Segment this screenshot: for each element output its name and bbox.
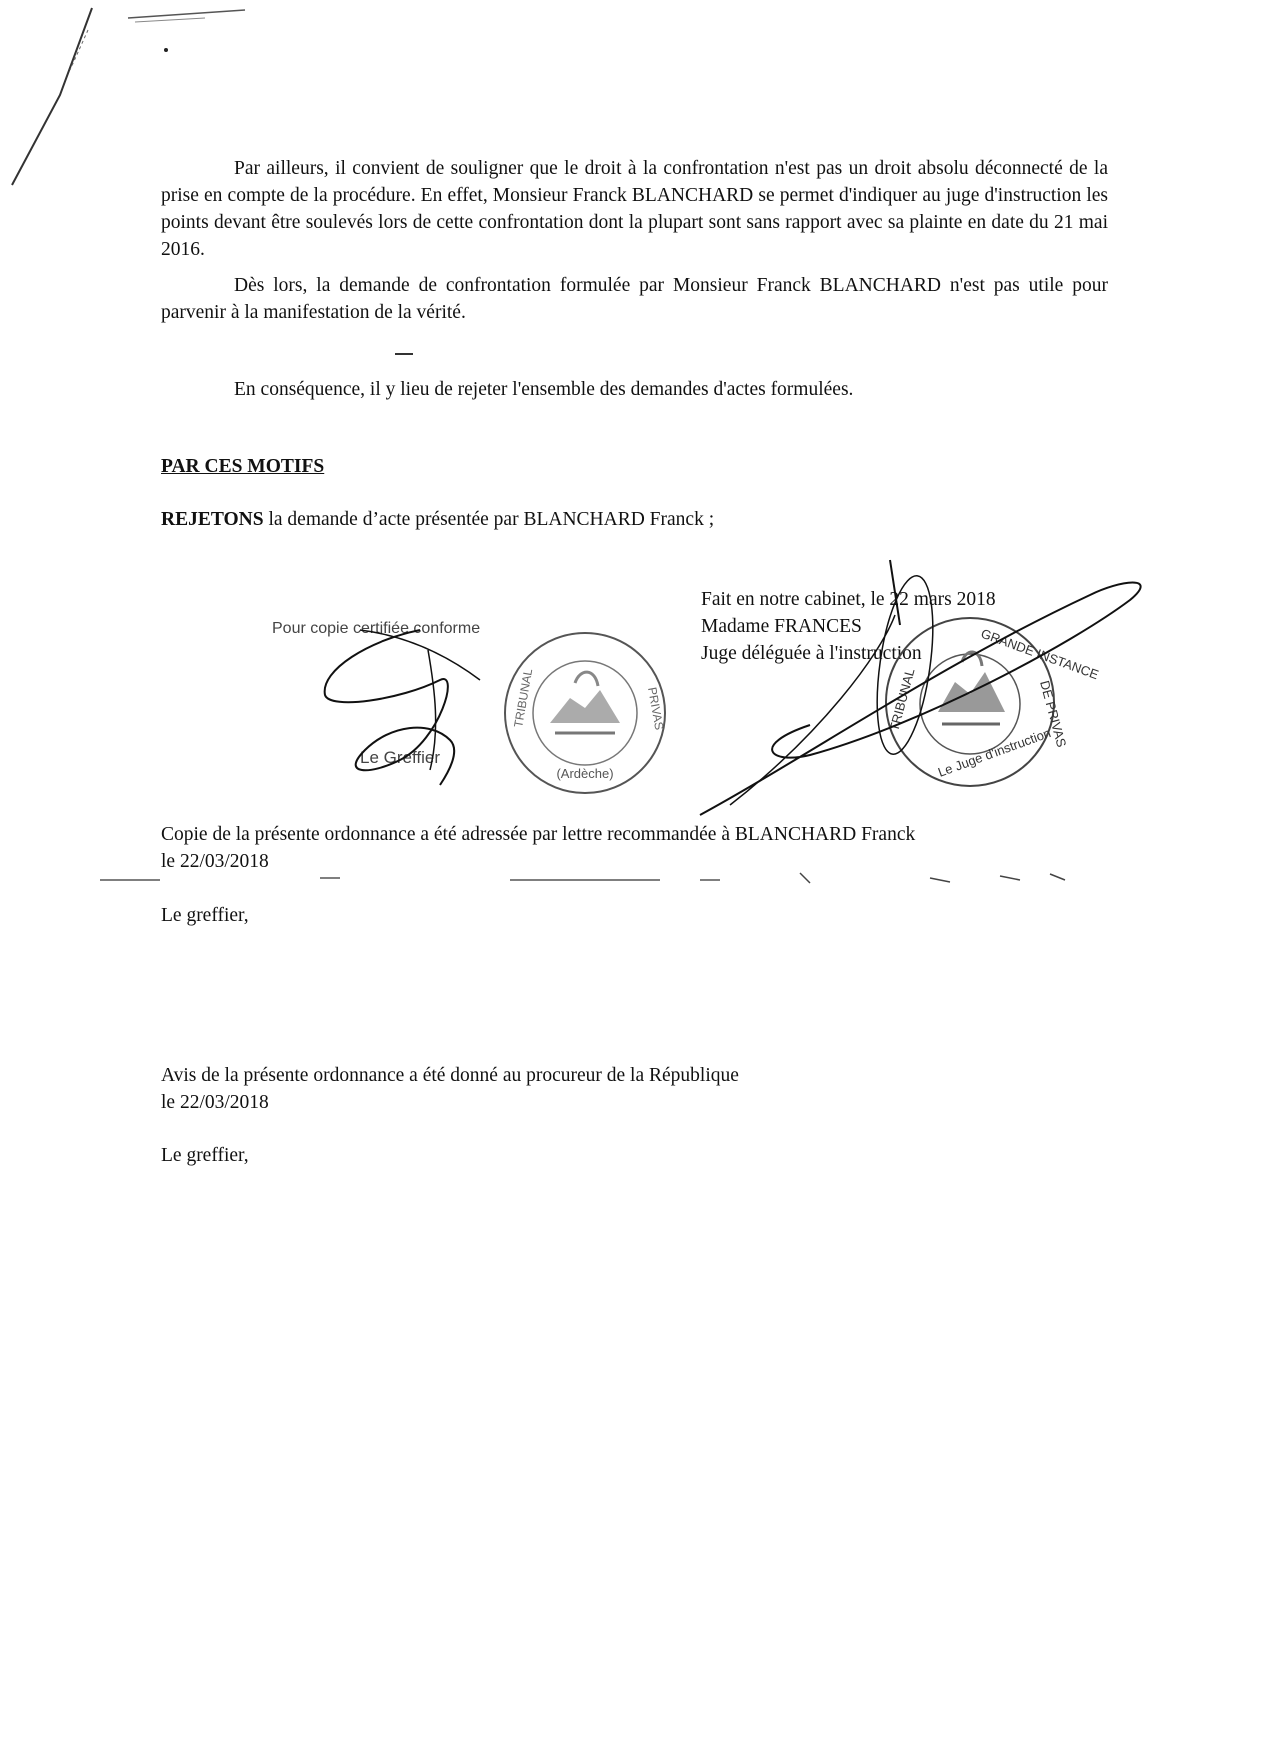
paragraph-consequence: En conséquence, il y lieu de rejeter l'ensemble des demandes d'actes formulées. — [234, 379, 854, 400]
paragraph-confrontation: Par ailleurs, il convient de souligner que le droit à la confrontation n'est pas un droit absolu déconnecté de la prise en compte de la procédure. En effet, Monsieur Franck BLANCHARD se permet d'indiquer au juge d'instruction les points devant être soulevés lors de cette confrontation dont la plupart sont sans rapport avec sa plainte en date du 21 mai 2016. — [161, 158, 1108, 260]
svg-text:GRANDE INSTANCE: GRANDE INSTANCE — [978, 625, 1101, 683]
svg-text:(Ardèche): (Ardèche) — [556, 766, 614, 781]
signature-judge-name: Madame FRANCES — [701, 616, 862, 637]
svg-text:TRIBUNAL: TRIBUNAL — [511, 667, 536, 729]
avis-greffier-label: Le greffier, — [161, 1145, 249, 1166]
scan-noise-line — [100, 868, 1100, 888]
rejetons-keyword: REJETONS — [161, 509, 264, 530]
signature-judge-title: Juge déléguée à l'instruction — [701, 643, 922, 664]
avis-date-line: le 22/03/2018 — [161, 1092, 269, 1113]
svg-text:TRIBUNAL: TRIBUNAL — [886, 666, 918, 733]
avis-procureur-line: Avis de la présente ordonnance a été donné au procureur de la République — [161, 1065, 739, 1086]
greffe-certified-copy-text: Pour copie certifiée conforme — [272, 620, 481, 637]
copie-greffier-label: Le greffier, — [161, 905, 249, 926]
svg-text:PRIVAS: PRIVAS — [645, 686, 667, 731]
signature-place-date: Fait en notre cabinet, le 22 mars 2018 — [701, 589, 996, 610]
copie-sent-line: Copie de la présente ordonnance a été adressée par lettre recommandée à BLANCHARD Franck — [161, 824, 916, 845]
svg-text:DE PRIVAS: DE PRIVAS — [1037, 678, 1070, 749]
dash-mark — [395, 352, 415, 356]
greffier-signature — [300, 610, 500, 790]
heading-par-ces-motifs: PAR CES MOTIFS — [161, 456, 325, 477]
greffe-seal-graphic — [500, 628, 670, 798]
greffe-greffier-text: Le Greffier — [360, 748, 441, 767]
greffe-seal — [500, 628, 670, 798]
copie-date-line: le 22/03/2018 — [161, 851, 269, 872]
rejetons-line — [161, 506, 714, 533]
paragraph-des-lors: Dès lors, la demande de confrontation formulée par Monsieur Franck BLANCHARD n'est pas utile pour parvenir à la manifestation de la vérité. — [161, 275, 1108, 323]
svg-text:Le Juge d'instruction: Le Juge d'instruction — [935, 725, 1053, 780]
judge-signature — [690, 555, 1170, 825]
rejetons-text: la demande d’acte présentée par BLANCHARD Franck ; — [263, 509, 715, 530]
